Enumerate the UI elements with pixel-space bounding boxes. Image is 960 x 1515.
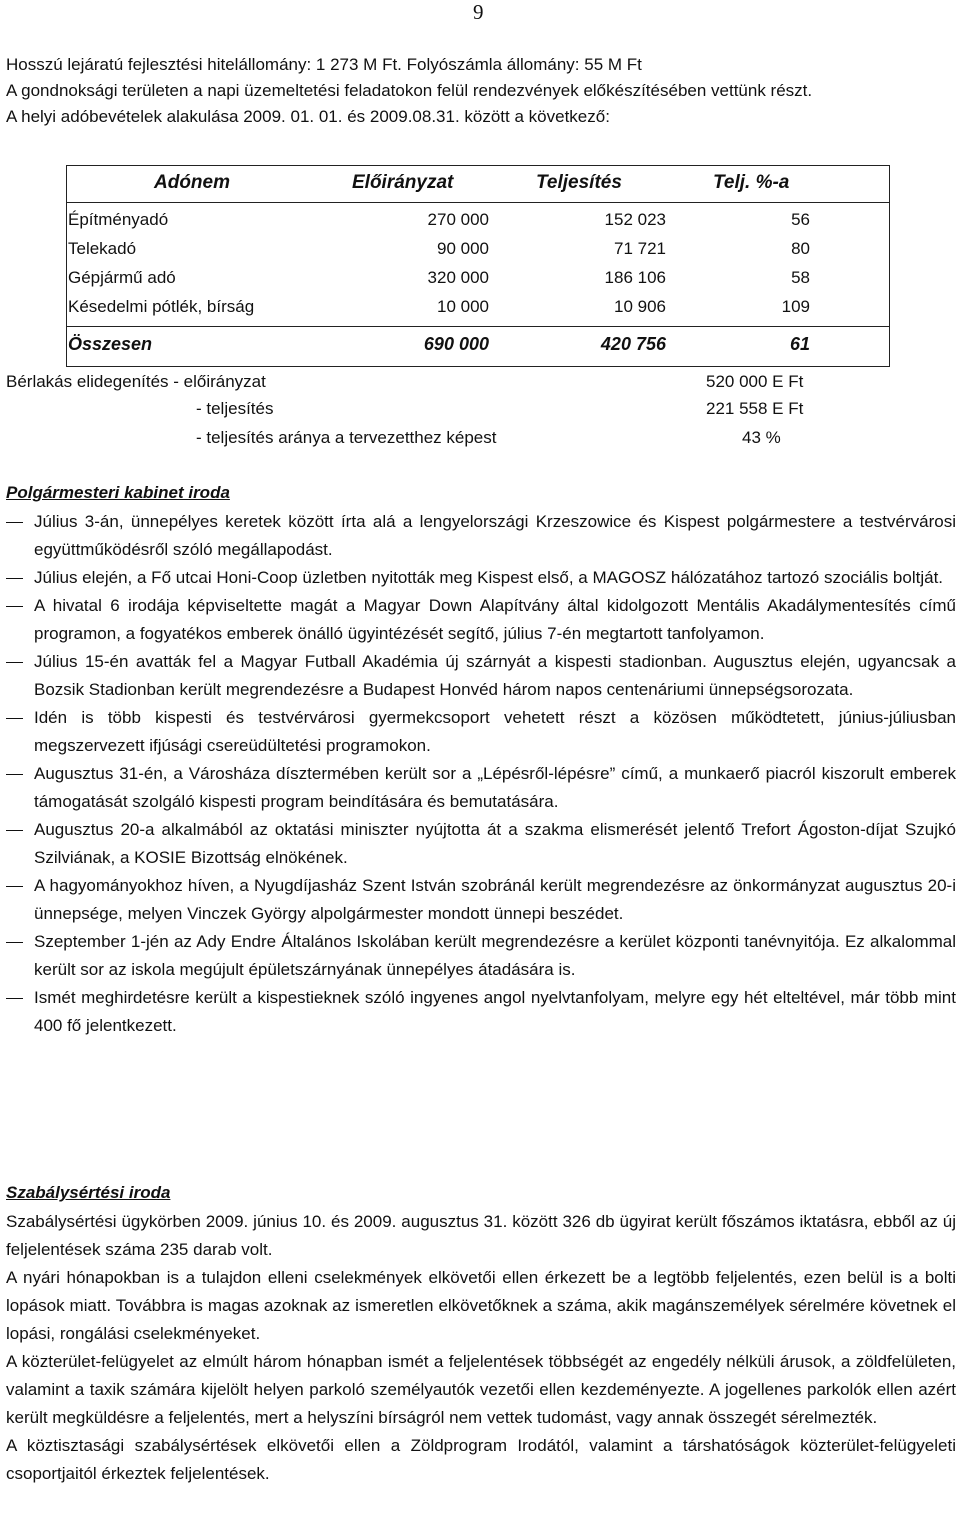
cell-tax-type: Gépjármű adó [68, 268, 176, 287]
paragraph: Szabálysértési ügykörben 2009. június 10. és 2009. augusztus 31. között 326 db ügyirat került főszámos iktatásra, ebből az új feljelentések száma 235 darab volt. [6, 1212, 956, 1259]
list-item-text: A hagyományokhoz híven, a Nyugdíjasház Szent István szobránál került megrendezésre az önkormányzat augusztus 20-i ünnepsége, melyen Vinczek György alpolgármester mondott ünnepi beszédet. [34, 876, 956, 923]
table-row [66, 268, 890, 296]
lease-label: - teljesítés aránya a tervezetthez képest [196, 428, 497, 447]
lease-row-performance [6, 399, 956, 427]
tax-table-header [66, 165, 890, 203]
cell-percent: 56 [791, 210, 810, 229]
list-item-text: Ismét meghirdetésre került a kispestieknek szóló ingyenes angol nyelvtanfolyam, melyre egy hét elteltével, már több mint 400 fő jelentkezett. [34, 988, 956, 1035]
list-item [6, 648, 956, 704]
table-total-row [66, 334, 890, 362]
intro-line-credit: Hosszú lejáratú fejlesztési hitelállomány: 1 273 M Ft. Folyószámla állomány: 55 M Ft [6, 55, 642, 74]
kabinet-bullet-list [6, 508, 956, 1040]
section-title-szabalysertes: Szabálysértési iroda [6, 1183, 171, 1202]
list-item [6, 872, 956, 928]
cell-total-percent: 61 [789, 334, 810, 354]
list-item-text: Augusztus 31-én, a Városháza dísztermében került sor a „Lépésről-lépésre” című, a munkaerő piacról kiszorult emberek támogatását szolgáló kispesti program beindítására és bemutatására. [34, 764, 956, 811]
table-row [66, 210, 890, 238]
list-item [6, 704, 956, 760]
cell-tax-type: Építményadó [68, 210, 169, 229]
header-plan: Előirányzat [352, 172, 454, 193]
list-item [6, 816, 956, 872]
lease-row-ratio [6, 428, 956, 456]
section-title-kabinet: Polgármesteri kabinet iroda [6, 483, 230, 502]
list-item [6, 984, 956, 1040]
cell-tax-type: Telekadó [68, 239, 137, 258]
list-item [6, 760, 956, 816]
cell-performance: 71 721 [614, 239, 666, 258]
list-item-text: Szeptember 1-jén az Ady Endre Általános Iskolában került megrendezésre a kerület központi tanévnyitója. Ez alkalommal került sor az iskola megújult épületszárnyának ünnepélyes átadására is. [34, 932, 956, 979]
cell-performance: 10 906 [614, 297, 666, 316]
list-item-text: Augusztus 20-a alkalmából az oktatási miniszter nyújtotta át a szakma elismerését jelentő Trefort Ágoston-díjat Szujkó Szilviának, a KOSIE Bizottság elnökének. [34, 820, 956, 867]
list-item-text: Július elején, a Fő utcai Honi-Coop üzletben nyitották meg Kispest első, a MAGOSZ hálózatához tartozó szociális boltját. [34, 568, 944, 587]
cell-percent: 80 [791, 239, 810, 258]
header-tax-type: Adónem [154, 172, 230, 193]
page-number: 9 [473, 0, 484, 24]
cell-performance: 186 106 [604, 268, 666, 287]
lease-label: - teljesítés [196, 399, 274, 418]
list-item [6, 592, 956, 648]
list-item [6, 928, 956, 984]
cell-plan: 10 000 [437, 297, 489, 316]
cell-percent: 109 [781, 297, 810, 316]
table-row [66, 239, 890, 267]
table-total-divider [66, 326, 890, 327]
paragraph: A nyári hónapokban is a tulajdon elleni cselekmények elkövetői ellen érkezett be a legtöbb feljelentés, ezen belül is a bolti lopások miatt. Továbbra is magas azoknak az ismeretlen elkövetőknek a száma, akik magánszemélyek sérelmére követnek el lopási, rongálási cselekményeket. [6, 1268, 956, 1343]
list-item [6, 564, 956, 592]
list-item-text: Július 3-án, ünnepélyes keretek között írta alá a lengyelországi Krzeszowice és Kispest polgármestere a testvérvárosi együttműködésről szóló megállapodást. [34, 512, 956, 559]
cell-total-label: Összesen [68, 334, 153, 354]
cell-plan: 320 000 [427, 268, 489, 287]
list-item [6, 508, 956, 564]
list-item-text: A hivatal 6 irodája képviseltette magát a Magyar Down Alapítvány által kidolgozott Mentális Akadálymentesítés című programon, a fogyatékos emberek önálló ügyintézését segítő, július 7-én megtartott tanfolyamon. [34, 596, 956, 643]
intro-line-tax-intro: A helyi adóbevételek alakulása 2009. 01. 01. és 2009.08.31. között a következő: [6, 107, 610, 126]
cell-percent: 58 [791, 268, 810, 287]
intro-text [6, 52, 956, 130]
cell-plan: 90 000 [437, 239, 489, 258]
list-item-text: Idén is több kispesti és testvérvárosi gyermekcsoport vehetett részt a közösen működtetett, június-júliusban megszervezett ifjúsági csereüdültetési programokon. [34, 708, 956, 755]
paragraph: A köztisztasági szabálysértések elkövetői ellen a Zöldprogram Irodától, valamint a társhatóságok közterület-felügyeleti csoportjaitól érkeztek feljelentések. [6, 1436, 956, 1483]
intro-line-facilities: A gondnoksági területen a napi üzemeltetési feladatokon felül rendezvények előkészítésében vettünk részt. [6, 81, 813, 100]
cell-total-performance: 420 756 [600, 334, 666, 354]
paragraph: A közterület-felügyelet az elmúlt három hónapban ismét a feljelentések többségét az engedély nélküli árusok, a zöldfelületen, valamint a taxik számára kijelölt helyen parkoló személyautók vezetői ellen kezdeményezte. A jogellenes parkolók ellen azért került megküldésre a feljelentés, mert a helyszíni bírságról nem vettek tudomást, vagy annak összegét sérelmezték. [6, 1352, 956, 1427]
table-row [66, 297, 890, 325]
lease-label: Bérlakás elidegenítés - előirányzat [6, 372, 266, 391]
cell-plan: 270 000 [427, 210, 489, 229]
cell-total-plan: 690 000 [423, 334, 489, 354]
lease-value: 520 000 E Ft [706, 372, 804, 391]
cell-performance: 152 023 [604, 210, 666, 229]
lease-row-plan [6, 372, 956, 400]
header-percent: Telj. %-a [713, 172, 790, 193]
szabalysertes-paragraphs [6, 1208, 956, 1488]
list-item-text: Július 15-én avatták fel a Magyar Futball Akadémia új szárnyát a kispesti stadionban. Augusztus elején, ugyancsak a Bozsik Stadionban került megrendezésre a Budapest Honvéd három napos centenáriumi ünnepségsorozata. [34, 652, 956, 699]
cell-tax-type: Késedelmi pótlék, bírság [68, 297, 255, 316]
lease-value: 221 558 E Ft [706, 399, 804, 418]
lease-value: 43 % [742, 428, 781, 447]
header-performance: Teljesítés [536, 172, 622, 193]
